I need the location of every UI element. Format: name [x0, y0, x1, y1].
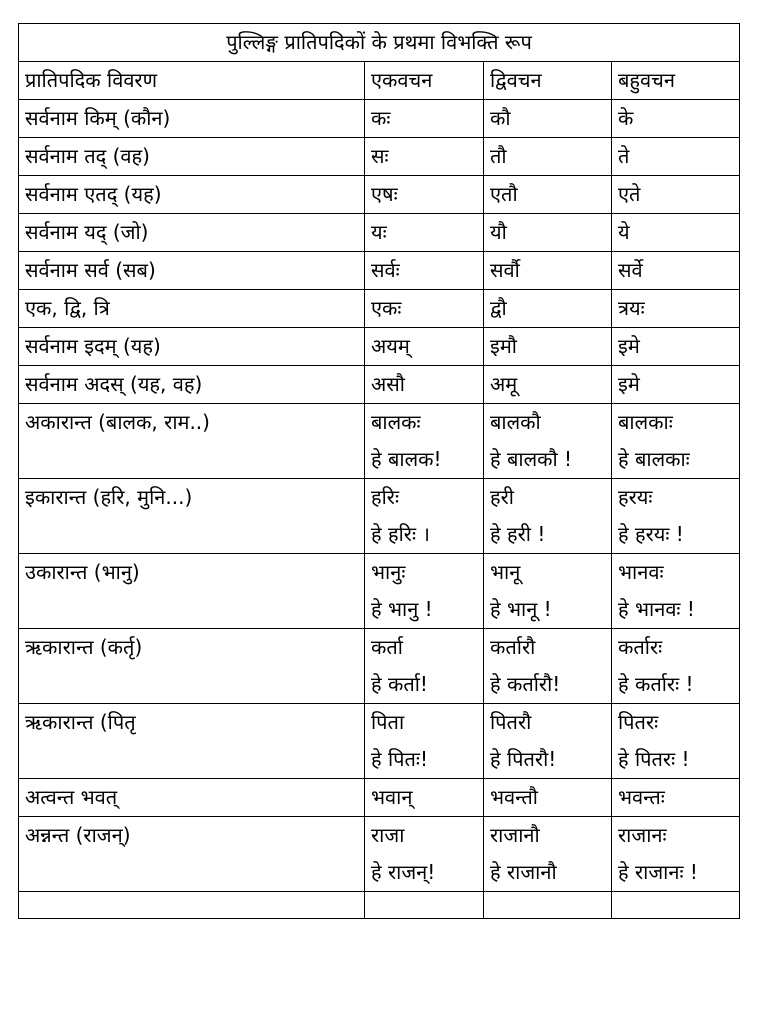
plural-form-cell	[612, 479, 740, 554]
plural-form: हे राजानः !	[618, 860, 698, 884]
table-row	[19, 554, 740, 629]
singular-form-cell	[365, 779, 484, 817]
row-label: अन्नन्त (राजन्)	[19, 817, 365, 892]
singular-form: हरिः	[371, 485, 400, 509]
plural-form: हरयः	[618, 485, 653, 509]
singular-form-cell	[365, 366, 484, 404]
dual-form-cell	[484, 779, 612, 817]
plural-form: के	[618, 106, 634, 130]
table-row	[19, 328, 740, 366]
plural-form-cell	[612, 328, 740, 366]
singular-form: कः	[371, 106, 391, 130]
singular-form: सर्वः	[371, 258, 400, 282]
dual-form-cell	[484, 817, 612, 892]
singular-form-cell	[365, 817, 484, 892]
table-row	[19, 290, 740, 328]
plural-form: राजानः	[618, 823, 667, 847]
singular-form: राजा	[371, 823, 405, 847]
row-label: सर्वनाम किम् (कौन)	[19, 100, 365, 138]
singular-form-cell	[365, 704, 484, 779]
singular-form-cell	[365, 554, 484, 629]
dual-form: अमू	[490, 372, 518, 396]
dual-form: हे भानू !	[490, 597, 552, 621]
row-label: इकारान्त (हरि, मुनि...)	[19, 479, 365, 554]
plural-form: त्रयः	[618, 296, 645, 320]
row-label: उकारान्त (भानु)	[19, 554, 365, 629]
table-row	[19, 704, 740, 779]
plural-form: हे भानवः !	[618, 597, 695, 621]
table-row	[19, 817, 740, 892]
singular-form: हे पितः!	[371, 747, 428, 771]
row-label: अकारान्त (बालक, राम..)	[19, 404, 365, 479]
table-body	[19, 24, 740, 919]
dual-form: पितरौ	[490, 710, 532, 734]
table-row	[19, 100, 740, 138]
dual-form: यौ	[490, 220, 507, 244]
dual-form: हे हरी !	[490, 522, 546, 546]
plural-form-cell	[612, 404, 740, 479]
row-label: सर्वनाम इदम् (यह)	[19, 328, 365, 366]
singular-form-cell	[365, 100, 484, 138]
singular-form: कर्ता	[371, 635, 403, 659]
header-row	[19, 62, 740, 100]
singular-form: असौ	[371, 372, 405, 396]
row-label: ऋकारान्त (पितृ	[19, 704, 365, 779]
dual-form: भवन्तौ	[490, 785, 538, 809]
table-row	[19, 779, 740, 817]
plural-form: भवन्तः	[618, 785, 665, 809]
plural-form: इमे	[618, 372, 640, 396]
empty-row	[19, 892, 740, 919]
row-label: सर्वनाम तद् (वह)	[19, 138, 365, 176]
row-label: सर्वनाम सर्व (सब)	[19, 252, 365, 290]
plural-form: हे कर्तारः !	[618, 672, 694, 696]
singular-form: भानुः	[371, 560, 406, 584]
dual-form-cell	[484, 704, 612, 779]
table-row	[19, 479, 740, 554]
dual-form: इमौ	[490, 334, 517, 358]
table-row	[19, 629, 740, 704]
plural-form: भानवः	[618, 560, 664, 584]
dual-form: कौ	[490, 106, 511, 130]
row-label: एक, द्वि, त्रि	[19, 290, 365, 328]
dual-form: हरी	[490, 485, 514, 509]
dual-form: तौ	[490, 144, 507, 168]
table-row	[19, 366, 740, 404]
plural-form: एते	[618, 182, 641, 206]
empty-cell	[365, 892, 484, 919]
singular-form-cell	[365, 290, 484, 328]
row-label: सर्वनाम यद् (जो)	[19, 214, 365, 252]
plural-form: कर्तारः	[618, 635, 663, 659]
header-cell-plural: बहुवचन	[612, 62, 740, 100]
dual-form-cell	[484, 554, 612, 629]
table-row	[19, 252, 740, 290]
plural-form: ते	[618, 144, 630, 168]
table-title: पुल्लिङ्ग प्रातिपदिकों के प्रथमा विभक्ति रूप	[19, 24, 740, 62]
singular-form: भवान्	[371, 785, 413, 809]
singular-form-cell	[365, 629, 484, 704]
empty-cell	[19, 892, 365, 919]
plural-form-cell	[612, 252, 740, 290]
header-cell-dual: द्विवचन	[484, 62, 612, 100]
plural-form-cell	[612, 366, 740, 404]
dual-form-cell	[484, 290, 612, 328]
row-label: सर्वनाम एतद् (यह)	[19, 176, 365, 214]
singular-form: पिता	[371, 710, 405, 734]
singular-form: सः	[371, 144, 389, 168]
plural-form-cell	[612, 779, 740, 817]
singular-form: हे कर्ता!	[371, 672, 428, 696]
singular-form: अयम्	[371, 334, 410, 358]
dual-form: बालकौ	[490, 410, 541, 434]
dual-form-cell	[484, 176, 612, 214]
header-cell-singular: एकवचन	[365, 62, 484, 100]
dual-form-cell	[484, 100, 612, 138]
plural-form: सर्वे	[618, 258, 643, 282]
dual-form-cell	[484, 138, 612, 176]
plural-form: इमे	[618, 334, 640, 358]
dual-form: राजानौ	[490, 823, 540, 847]
plural-form-cell	[612, 629, 740, 704]
dual-form-cell	[484, 214, 612, 252]
plural-form-cell	[612, 138, 740, 176]
table-row	[19, 176, 740, 214]
header-cell-description: प्रातिपदिक विवरण	[19, 62, 365, 100]
plural-form: हे हरयः !	[618, 522, 684, 546]
singular-form: यः	[371, 220, 387, 244]
singular-form-cell	[365, 252, 484, 290]
singular-form: बालकः	[371, 410, 421, 434]
singular-form: हे भानु !	[371, 597, 433, 621]
singular-form-cell	[365, 214, 484, 252]
dual-form: हे कर्तारौ!	[490, 672, 561, 696]
plural-form-cell	[612, 704, 740, 779]
dual-form-cell	[484, 404, 612, 479]
row-label: ऋकारान्त (कर्तृ)	[19, 629, 365, 704]
dual-form-cell	[484, 479, 612, 554]
singular-form-cell	[365, 404, 484, 479]
singular-form: हे राजन्!	[371, 860, 436, 884]
dual-form-cell	[484, 252, 612, 290]
row-label: अत्वन्त भवत्	[19, 779, 365, 817]
dual-form: कर्तारौ	[490, 635, 536, 659]
dual-form: सर्वौ	[490, 258, 520, 282]
dual-form: एतौ	[490, 182, 518, 206]
declension-table	[18, 23, 740, 919]
plural-form: हे बालकाः	[618, 447, 690, 471]
table-row	[19, 404, 740, 479]
dual-form: भानू	[490, 560, 521, 584]
dual-form: हे पितरौ!	[490, 747, 557, 771]
dual-form-cell	[484, 328, 612, 366]
title-row	[19, 24, 740, 62]
singular-form-cell	[365, 176, 484, 214]
plural-form-cell	[612, 290, 740, 328]
dual-form: हे बालकौ !	[490, 447, 573, 471]
singular-form: हे हरिः ।	[371, 522, 430, 546]
singular-form-cell	[365, 479, 484, 554]
row-label: सर्वनाम अदस् (यह, वह)	[19, 366, 365, 404]
plural-form-cell	[612, 176, 740, 214]
plural-form: पितरः	[618, 710, 659, 734]
dual-form: द्वौ	[490, 296, 507, 320]
dual-form: हे राजानौ	[490, 860, 557, 884]
table-row	[19, 214, 740, 252]
table-row	[19, 138, 740, 176]
plural-form-cell	[612, 214, 740, 252]
singular-form: एकः	[371, 296, 402, 320]
singular-form-cell	[365, 138, 484, 176]
plural-form: हे पितरः !	[618, 747, 690, 771]
plural-form: बालकाः	[618, 410, 673, 434]
plural-form-cell	[612, 100, 740, 138]
singular-form-cell	[365, 328, 484, 366]
singular-form: हे बालक!	[371, 447, 442, 471]
singular-form: एषः	[371, 182, 398, 206]
plural-form: ये	[618, 220, 630, 244]
empty-cell	[612, 892, 740, 919]
dual-form-cell	[484, 366, 612, 404]
plural-form-cell	[612, 554, 740, 629]
empty-cell	[484, 892, 612, 919]
plural-form-cell	[612, 817, 740, 892]
dual-form-cell	[484, 629, 612, 704]
